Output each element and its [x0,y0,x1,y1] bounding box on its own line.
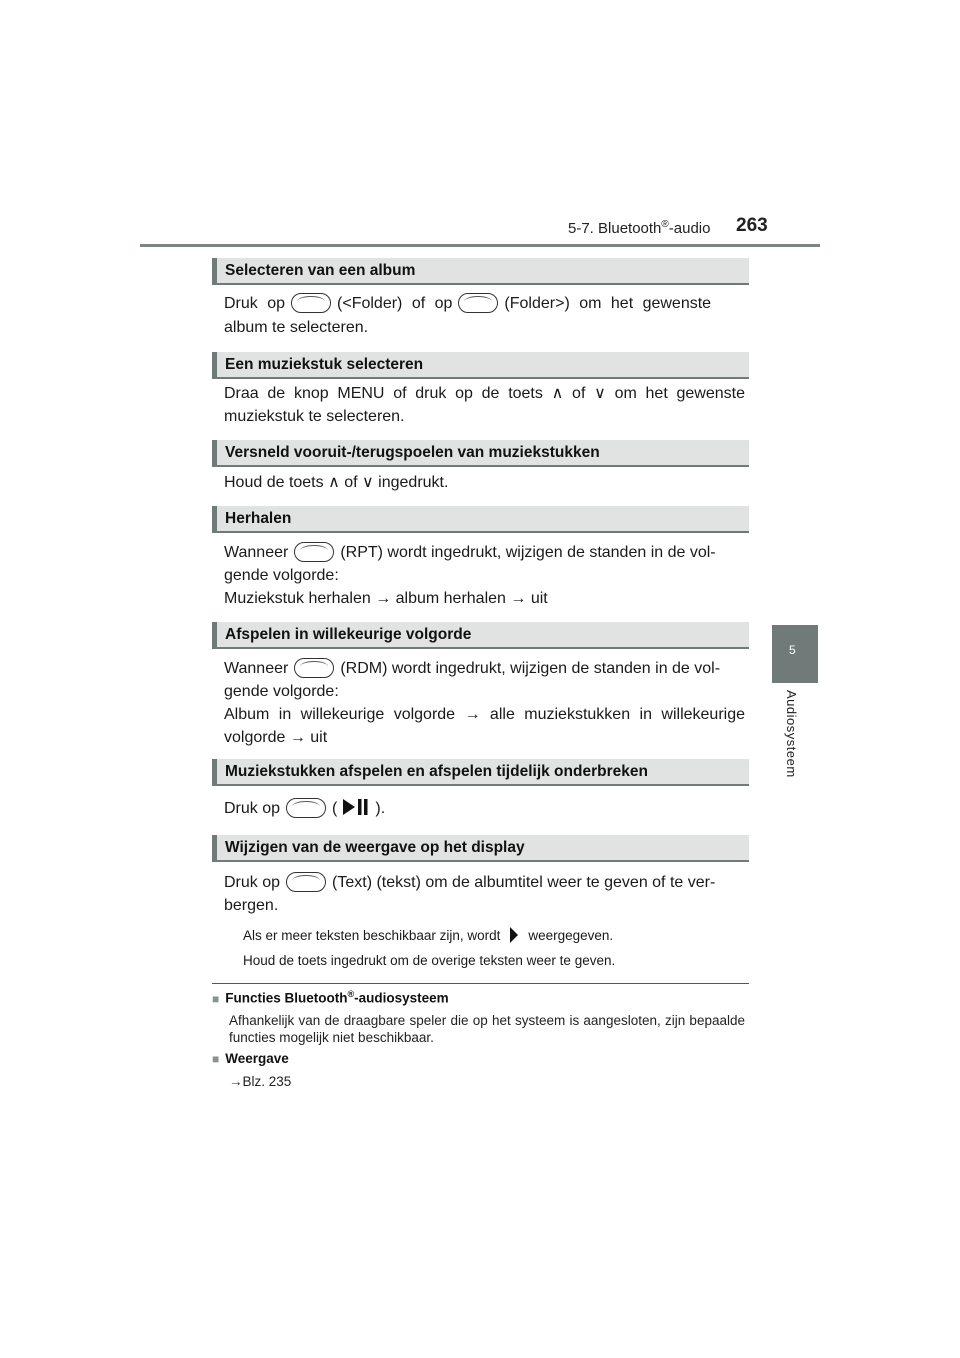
chapter-tab-number: 5 [789,643,796,657]
text-fragment: (RDM) wordt ingedrukt, wijzigen de standen in de vol- [340,660,721,677]
text-fragment: (<Folder) of op [337,295,453,312]
section-text-line: gende volgorde: [224,567,339,584]
section-text-select-album [224,292,745,315]
section-text-line: album te selecteren. [224,319,369,336]
text-fragment: (Folder>) om het gewenste [504,295,712,312]
section-title-select-track: Een muziekstuk selecteren [212,352,749,379]
section-text-line: gende volgorde: [224,683,339,700]
footnote-body-bluetooth: Afhankelijk van de draagbare speler die op het systeem is aangesloten, zijn bepaalde functies mogelijk niet beschikbaar. [229,1013,745,1045]
section-text-play-pause [224,797,745,820]
section-text-fast-forward: Houd de toets ∧ of ∨ ingedrukt. [224,474,449,491]
footnote-title-prefix: Functies Bluetooth [225,990,348,1006]
section-title-select-album: Selecteren van een album [212,258,749,285]
footnote-title-suffix: -audiosysteem [354,990,449,1006]
footnote-title-text: Weergave [225,1051,289,1066]
oval-button-icon [294,658,334,678]
text-fragment: Druk op [224,800,281,817]
registered-mark: ® [347,989,355,999]
square-bullet-icon: ■ [212,991,220,1006]
note-hold-button: Houd de toets ingedrukt om de overige teksten weer te geven. [243,953,616,968]
text-fragment: Druk op [224,295,286,312]
chapter-suffix: -audio [668,220,711,237]
square-bullet-icon: ■ [212,1052,220,1066]
right-triangle-icon [510,927,518,943]
footnote-title-display [212,1051,289,1066]
text-fragment: Wanneer [224,660,289,677]
section-title-play-pause: Muziekstukken afspelen en afspelen tijdelijk onderbreken [212,759,749,786]
section-text-repeat [224,541,745,564]
text-fragment: Als er meer teksten beschikbaar zijn, wordt [243,928,501,943]
footnote-body-display: →Blz. 235 [229,1074,292,1089]
text-fragment: weergegeven. [528,928,614,943]
footnote-divider [212,983,749,984]
oval-button-icon [458,293,498,313]
text-fragment: Druk op [224,874,281,891]
text-fragment: (Text) (tekst) om de albumtitel weer te geven of te ver- [332,874,716,891]
footnote-title-bluetooth [212,989,449,1006]
section-text-line: Muziekstuk herhalen → album herhalen → uit [224,590,548,607]
text-fragment: ). [375,800,386,817]
section-title-fast-forward: Versneld vooruit-/terugspoelen van muziekstukken [212,440,749,467]
page-number: 263 [736,215,768,236]
section-text-select-track: Draa de knop MENU of druk op de toets ∧ of ∨ om het gewenste muziekstuk te selecteren. [224,385,745,425]
text-fragment: Wanneer [224,544,289,561]
oval-button-icon [294,542,334,562]
chapter-heading [568,219,711,237]
section-text-line: Album in willekeurige volgorde → alle muziekstukken in willekeurige volgorde → uit [224,706,745,746]
chapter-tab-label: Audiosysteem [784,690,799,778]
section-title-display: Wijzigen van de weergave op het display [212,835,749,862]
section-title-random: Afspelen in willekeurige volgorde [212,622,749,649]
section-text-line: bergen. [224,897,279,914]
oval-button-icon [291,293,331,313]
oval-button-icon [286,872,326,892]
section-title-repeat: Herhalen [212,506,749,533]
chapter-prefix: 5-7. Bluetooth [568,220,662,237]
registered-mark: ® [661,219,669,230]
section-text-random [224,657,745,680]
header-divider [140,244,820,247]
section-text-display [224,871,745,894]
note-more-text [243,926,764,946]
oval-button-icon [286,798,326,818]
text-fragment: ( [332,800,338,817]
play-pause-icon [341,797,371,817]
text-fragment: (RPT) wordt ingedrukt, wijzigen de standen in de vol- [340,544,716,561]
